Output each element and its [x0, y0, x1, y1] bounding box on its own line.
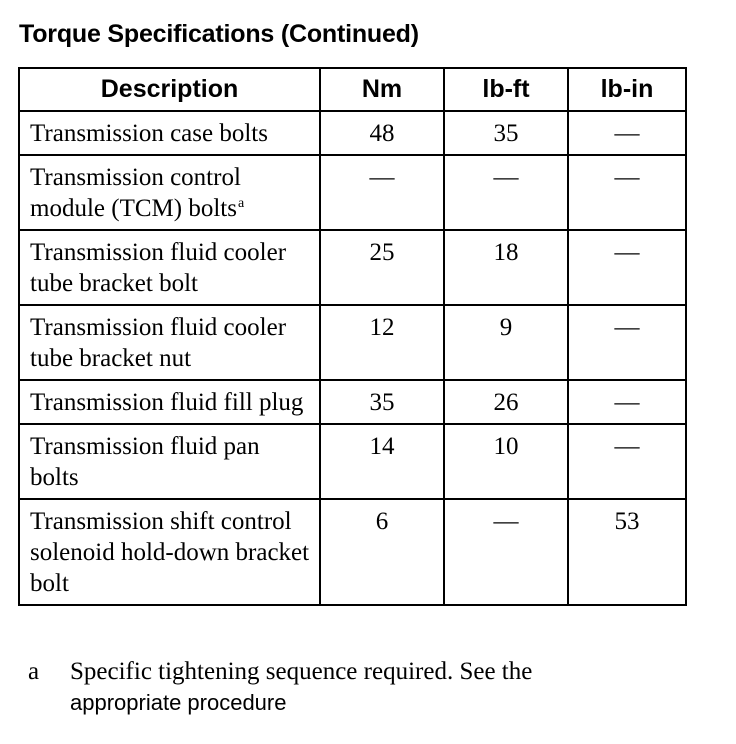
footnote-text-line-1: Specific tightening sequence required. See the: [70, 658, 533, 685]
row-nm: 6: [320, 499, 444, 605]
description-text: Transmission fluid cooler tube bracket bolt: [30, 239, 287, 297]
header-lb-ft: lb-ft: [444, 68, 568, 111]
row-lb-ft: 35: [444, 111, 568, 155]
row-nm: 14: [320, 424, 444, 499]
table-row: [19, 111, 686, 155]
row-nm: —: [320, 155, 444, 230]
page-title: Torque Specifications (Continued): [19, 20, 419, 48]
header-description: Description: [19, 68, 320, 111]
description-text: Transmission case bolts: [30, 120, 268, 147]
row-description: [19, 499, 320, 605]
row-description: [19, 230, 320, 305]
row-nm: 25: [320, 230, 444, 305]
row-description: [19, 380, 320, 424]
table-row: [19, 155, 686, 230]
row-lb-in: —: [568, 155, 686, 230]
header-lb-in: lb-in: [568, 68, 686, 111]
torque-spec-table: [18, 67, 687, 606]
description-text: Transmission fluid pan bolts: [30, 433, 260, 491]
table-row: [19, 380, 686, 424]
row-nm: 12: [320, 305, 444, 380]
row-lb-ft: 10: [444, 424, 568, 499]
row-lb-ft: —: [444, 499, 568, 605]
row-lb-in: —: [568, 111, 686, 155]
row-nm: 35: [320, 380, 444, 424]
footnote-marker: a: [28, 658, 40, 685]
description-text: Transmission fluid fill plug: [30, 389, 304, 416]
header-nm: Nm: [320, 68, 444, 111]
footnote-text-line-2: appropriate procedure: [70, 690, 287, 715]
description-text: Transmission control module (TCM) bolts: [30, 164, 241, 222]
row-nm: 48: [320, 111, 444, 155]
table-header-row: [19, 68, 686, 111]
row-description: [19, 111, 320, 155]
description-text: Transmission fluid cooler tube bracket nut: [30, 314, 287, 372]
row-lb-ft: —: [444, 155, 568, 230]
row-lb-in: —: [568, 230, 686, 305]
table-row: [19, 499, 686, 605]
description-text: Transmission shift control solenoid hold-down bracket bolt: [30, 508, 310, 597]
row-lb-ft: 26: [444, 380, 568, 424]
footnote-marker-ref: a: [237, 196, 245, 211]
row-lb-ft: 18: [444, 230, 568, 305]
table-row: [19, 424, 686, 499]
row-description: [19, 305, 320, 380]
row-lb-in: —: [568, 424, 686, 499]
row-lb-in: —: [568, 305, 686, 380]
table-row: [19, 230, 686, 305]
row-lb-ft: 9: [444, 305, 568, 380]
row-lb-in: —: [568, 380, 686, 424]
row-lb-in: 53: [568, 499, 686, 605]
row-description: [19, 155, 320, 230]
table-row: [19, 305, 686, 380]
row-description: [19, 424, 320, 499]
